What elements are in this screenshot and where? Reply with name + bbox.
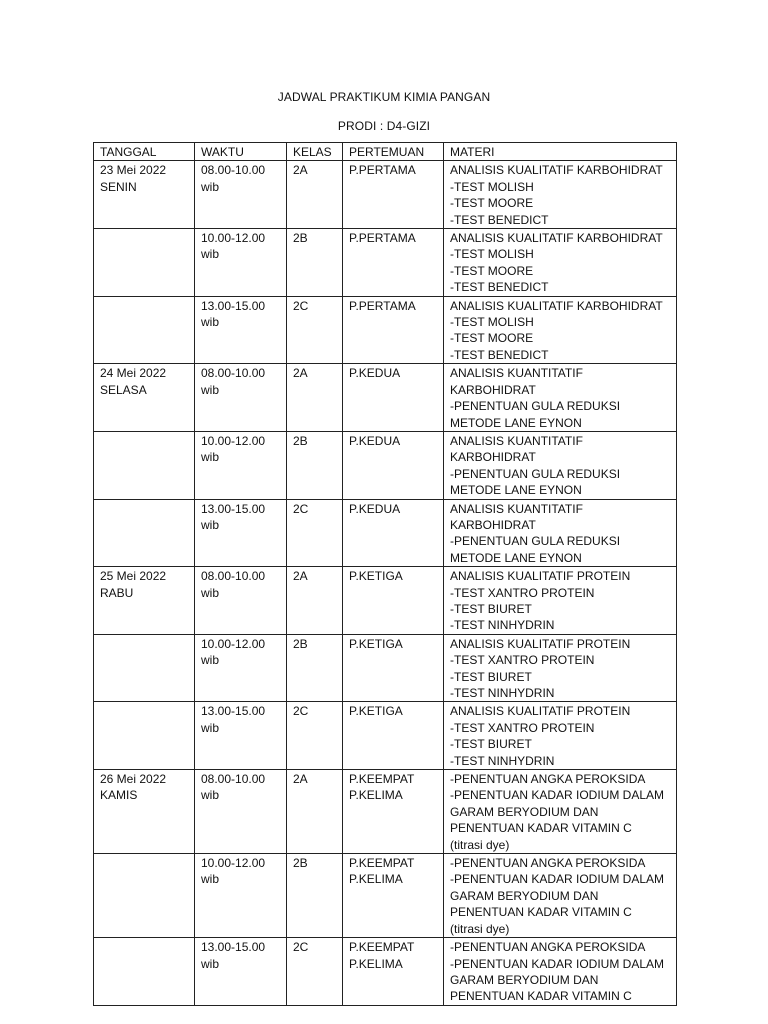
document-subtitle: PRODI : D4-GIZI xyxy=(337,119,431,133)
table-row xyxy=(94,634,677,702)
cell-tanggal xyxy=(94,229,195,297)
cell-waktu: 08.00-10.00 wib xyxy=(195,770,287,854)
cell-tanggal: 24 Mei 2022 SELASA xyxy=(94,364,195,432)
cell-waktu: 08.00-10.00 wib xyxy=(195,161,287,229)
header-kelas: KELAS xyxy=(287,143,343,161)
cell-pertemuan: P.KEEMPAT P.KELIMA xyxy=(343,770,444,854)
table-row xyxy=(94,296,677,364)
cell-pertemuan: P.KEDUA xyxy=(343,364,444,432)
header-pertemuan: PERTEMUAN xyxy=(343,143,444,161)
cell-materi: ANALISIS KUALITATIF KARBOHIDRAT -TEST MOLISH -TEST MOORE -TEST BENEDICT xyxy=(444,161,677,229)
cell-materi: ANALISIS KUANTITATIF KARBOHIDRAT -PENENTUAN GULA REDUKSI METODE LANE EYNON xyxy=(444,499,677,567)
cell-kelas: 2B xyxy=(287,431,343,499)
cell-materi: ANALISIS KUALITATIF PROTEIN -TEST XANTRO PROTEIN -TEST BIURET -TEST NINHYDRIN xyxy=(444,702,677,770)
cell-tanggal: 25 Mei 2022 RABU xyxy=(94,567,195,635)
cell-pertemuan: P.KETIGA xyxy=(343,634,444,702)
cell-tanggal: 26 Mei 2022 KAMIS xyxy=(94,770,195,854)
cell-waktu: 13.00-15.00 wib xyxy=(195,938,287,1006)
cell-waktu: 10.00-12.00 wib xyxy=(195,634,287,702)
cell-kelas: 2C xyxy=(287,499,343,567)
table-row xyxy=(94,364,677,432)
cell-kelas: 2B xyxy=(287,634,343,702)
cell-kelas: 2C xyxy=(287,702,343,770)
table-row xyxy=(94,854,677,938)
cell-materi: ANALISIS KUALITATIF PROTEIN -TEST XANTRO PROTEIN -TEST BIURET -TEST NINHYDRIN xyxy=(444,634,677,702)
schedule-table xyxy=(93,142,677,1006)
cell-kelas: 2C xyxy=(287,938,343,1006)
cell-pertemuan: P.KEDUA xyxy=(343,499,444,567)
table-row xyxy=(94,770,677,854)
header-materi: MATERI xyxy=(444,143,677,161)
cell-pertemuan: P.KETIGA xyxy=(343,567,444,635)
cell-pertemuan: P.PERTAMA xyxy=(343,229,444,297)
cell-kelas: 2B xyxy=(287,229,343,297)
cell-pertemuan: P.KETIGA xyxy=(343,702,444,770)
cell-waktu: 13.00-15.00 wib xyxy=(195,499,287,567)
table-row xyxy=(94,567,677,635)
cell-tanggal xyxy=(94,938,195,1006)
cell-tanggal xyxy=(94,702,195,770)
cell-waktu: 10.00-12.00 wib xyxy=(195,431,287,499)
cell-waktu: 08.00-10.00 wib xyxy=(195,567,287,635)
cell-waktu: 13.00-15.00 wib xyxy=(195,296,287,364)
header-tanggal: TANGGAL xyxy=(94,143,195,161)
table-row xyxy=(94,229,677,297)
table-row xyxy=(94,702,677,770)
table-header-row xyxy=(94,143,677,161)
cell-materi: ANALISIS KUALITATIF PROTEIN -TEST XANTRO PROTEIN -TEST BIURET -TEST NINHYDRIN xyxy=(444,567,677,635)
cell-waktu: 10.00-12.00 wib xyxy=(195,854,287,938)
cell-materi: ANALISIS KUALITATIF KARBOHIDRAT -TEST MOLISH -TEST MOORE -TEST BENEDICT xyxy=(444,229,677,297)
cell-tanggal: 23 Mei 2022 SENIN xyxy=(94,161,195,229)
cell-materi: ANALISIS KUALITATIF KARBOHIDRAT -TEST MOLISH -TEST MOORE -TEST BENEDICT xyxy=(444,296,677,364)
cell-kelas: 2A xyxy=(287,770,343,854)
cell-pertemuan: P.PERTAMA xyxy=(343,296,444,364)
cell-tanggal xyxy=(94,296,195,364)
cell-pertemuan: P.PERTAMA xyxy=(343,161,444,229)
cell-kelas: 2A xyxy=(287,161,343,229)
cell-tanggal xyxy=(94,431,195,499)
cell-pertemuan: P.KEDUA xyxy=(343,431,444,499)
cell-waktu: 10.00-12.00 wib xyxy=(195,229,287,297)
cell-pertemuan: P.KEEMPAT P.KELIMA xyxy=(343,854,444,938)
cell-materi: -PENENTUAN ANGKA PEROKSIDA -PENENTUAN KADAR IODIUM DALAM GARAM BERYODIUM DAN PENENTUAN KADAR VITAMIN C (titrasi dye) xyxy=(444,770,677,854)
cell-tanggal xyxy=(94,854,195,938)
cell-tanggal xyxy=(94,499,195,567)
table-row xyxy=(94,431,677,499)
table-row xyxy=(94,938,677,1006)
cell-waktu: 08.00-10.00 wib xyxy=(195,364,287,432)
header-waktu: WAKTU xyxy=(195,143,287,161)
table-row xyxy=(94,161,677,229)
table-row xyxy=(94,499,677,567)
cell-materi: ANALISIS KUANTITATIF KARBOHIDRAT -PENENTUAN GULA REDUKSI METODE LANE EYNON xyxy=(444,431,677,499)
cell-pertemuan: P.KEEMPAT P.KELIMA xyxy=(343,938,444,1006)
cell-materi: ANALISIS KUANTITATIF KARBOHIDRAT -PENENTUAN GULA REDUKSI METODE LANE EYNON xyxy=(444,364,677,432)
document-title: JADWAL PRAKTIKUM KIMIA PANGAN xyxy=(277,90,491,104)
cell-kelas: 2B xyxy=(287,854,343,938)
cell-kelas: 2C xyxy=(287,296,343,364)
cell-kelas: 2A xyxy=(287,364,343,432)
cell-waktu: 13.00-15.00 wib xyxy=(195,702,287,770)
cell-kelas: 2A xyxy=(287,567,343,635)
cell-materi: -PENENTUAN ANGKA PEROKSIDA -PENENTUAN KADAR IODIUM DALAM GARAM BERYODIUM DAN PENENTUAN KADAR VITAMIN C (titrasi dye) xyxy=(444,854,677,938)
cell-materi: -PENENTUAN ANGKA PEROKSIDA -PENENTUAN KADAR IODIUM DALAM GARAM BERYODIUM DAN PENENTUAN KADAR VITAMIN C xyxy=(444,938,677,1006)
cell-tanggal xyxy=(94,634,195,702)
